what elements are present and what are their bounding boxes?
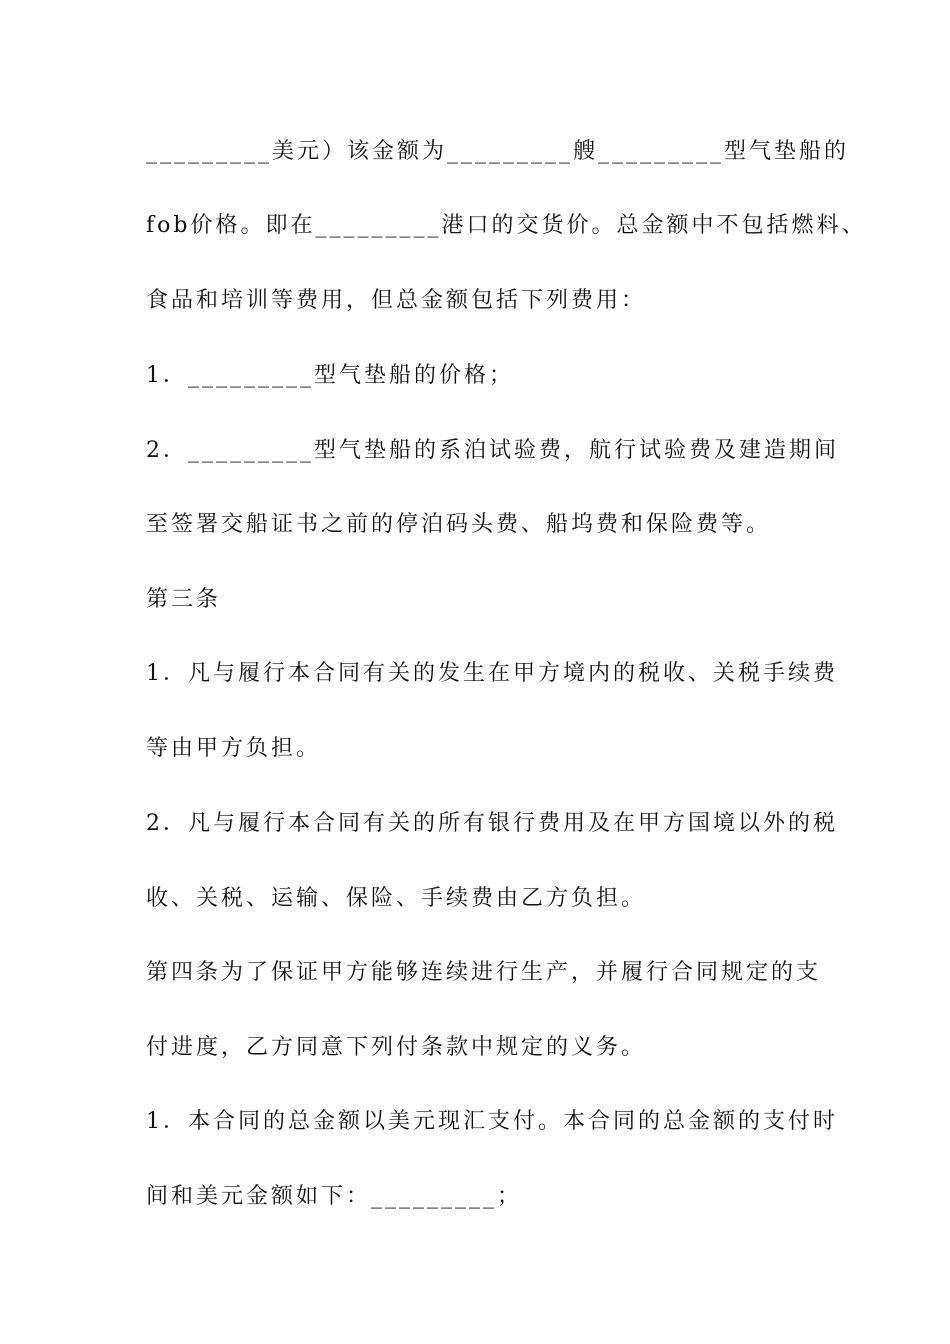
list-item: 1．本合同的总金额以美元现汇支付。本合同的总金额的支付时	[146, 1109, 838, 1134]
list-item: 2．_________型气垫船的系泊试验费，航行试验费及建造期间	[146, 438, 839, 463]
list-item: 1．凡与履行本合同有关的发生在甲方境内的税收、关税手续费	[146, 661, 838, 686]
list-item: 1．_________型气垫船的价格；	[146, 363, 514, 388]
paragraph-line: 付进度，乙方同意下列付条款中规定的义务。	[146, 1035, 647, 1060]
paragraph-line: 间和美元金额如下：_________；	[146, 1184, 523, 1209]
paragraph-line: _________美元）该金额为_________艘_________型气垫船的	[146, 139, 850, 164]
section-heading: 第三条	[146, 587, 222, 612]
paragraph-line: fob价格。即在_________港口的交货价。总金额中不包括燃料、	[146, 213, 867, 238]
paragraph-line: 收、关税、运输、保险、手续费由乙方负担。	[146, 886, 647, 911]
list-item: 2．凡与履行本合同有关的所有银行费用及在甲方国境以外的税	[146, 811, 838, 836]
paragraph-line: 至签署交船证书之前的停泊码头费、船坞费和保险费等。	[146, 512, 772, 537]
paragraph-line: 等由甲方负担。	[146, 736, 322, 761]
section-paragraph: 第四条为了保证甲方能够连续进行生产，并履行合同规定的支	[146, 960, 822, 985]
paragraph-line: 食品和培训等费用，但总金额包括下列费用：	[146, 288, 647, 313]
